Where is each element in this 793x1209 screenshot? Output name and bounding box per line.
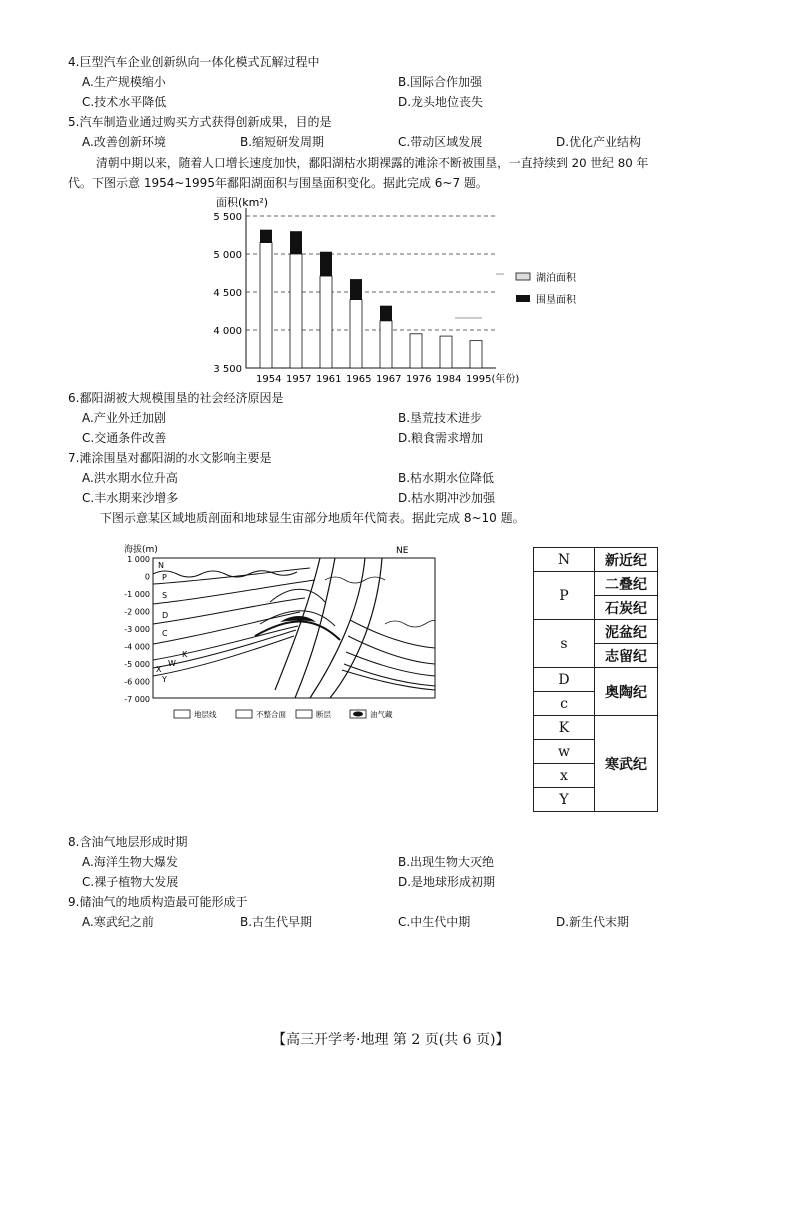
chart-gridlines <box>246 208 496 368</box>
chart-y-tick-label: 3 500 <box>213 364 242 375</box>
section-y-tick-label: -2 000 <box>124 607 150 617</box>
chart-bar-reclaimed-area <box>320 252 332 276</box>
q7-option-c: C.丰水期来沙增多 <box>82 491 179 505</box>
era-symbol-c: c <box>534 692 595 716</box>
chart-x-tick-label: 1976 <box>406 374 432 385</box>
era-symbol-y: Y <box>534 788 595 812</box>
section-y-tick-labels <box>124 555 150 704</box>
chart-y-tick-label: 4 000 <box>213 326 242 337</box>
era-name-cambrian: 寒武纪 <box>595 716 658 812</box>
page-footer: 【高三开学考·地理 第 2 页(共 6 页)】 <box>272 1032 510 1048</box>
layer-label-k: K <box>182 650 188 659</box>
era-name-permian: 二叠纪 <box>595 572 658 596</box>
era-name-neogene: 新近纪 <box>595 548 658 572</box>
question-9-stem: 9.储油气的地质构造最可能形成于 <box>68 895 248 909</box>
era-symbol-k: K <box>534 716 595 740</box>
q6-option-b: B.垦荒技术进步 <box>398 411 483 425</box>
q9-option-a: A.寒武纪之前 <box>82 915 154 929</box>
chart-y-tick-labels <box>213 212 242 375</box>
q7-option-a: A.洪水期水位升高 <box>82 471 178 485</box>
layer-label-s: S <box>162 591 168 600</box>
q5-option-b: B.缩短研发周期 <box>240 135 325 149</box>
section-y-tick-label: -4 000 <box>124 642 150 652</box>
q4-option-c: C.技术水平降低 <box>82 95 167 109</box>
q8-option-b: B.出现生物大灭绝 <box>398 855 495 869</box>
chart-x-tick-label: 1965 <box>346 374 372 385</box>
section-legend <box>174 709 393 719</box>
section-y-tick-label: 0 <box>144 572 150 582</box>
legend-swatch-lake <box>516 273 530 280</box>
era-symbol-s: s <box>534 620 595 668</box>
question-6-stem: 6.鄱阳湖被大规模围垦的社会经济原因是 <box>68 391 284 405</box>
era-symbol-w: w <box>534 740 595 764</box>
q4-option-b: B.国际合作加强 <box>398 75 483 89</box>
section-legend-unconformity: 不整合面 <box>256 710 286 719</box>
q9-option-c: C.中生代中期 <box>398 915 471 929</box>
layer-label-c: C <box>162 629 168 638</box>
chart-bar-lake-area <box>470 341 482 368</box>
era-symbol-d: D <box>534 668 595 692</box>
q9-option-b: B.古生代早期 <box>240 915 313 929</box>
intro-paragraph-2: 下图示意某区域地质剖面和地球显生宙部分地质年代简表。据此完成 8~10 题。 <box>100 511 525 525</box>
lake-area-bar-chart <box>200 192 793 392</box>
chart-x-tick-label: 1984 <box>436 374 462 385</box>
chart-y-axis-label: 面积(km²) <box>216 196 269 209</box>
section-y-tick-label: -5 000 <box>124 660 150 669</box>
section-legend-stratum: 地层线 <box>194 710 217 719</box>
layer-label-n: N <box>158 561 164 570</box>
section-y-tick-label: -1 000 <box>124 590 150 599</box>
q8-option-c: C.裸子植物大发展 <box>82 875 179 889</box>
chart-x-tick-label: 1961 <box>316 374 342 385</box>
q6-option-c: C.交通条件改善 <box>82 431 167 445</box>
section-y-tick-label: -7 000 <box>124 695 150 704</box>
chart-x-tick-label: 1957 <box>286 374 312 385</box>
chart-y-tick-label: 5 000 <box>213 250 242 261</box>
question-7-stem: 7.滩涂围垦对鄱阳湖的水文影响主要是 <box>68 451 272 465</box>
chart-bar-reclaimed-area <box>380 306 392 321</box>
layer-label-y: Y <box>162 675 167 684</box>
section-y-tick-label: -3 000 <box>124 625 150 634</box>
layer-label-p: P <box>162 573 167 582</box>
q8-option-a: A.海洋生物大爆发 <box>82 855 178 869</box>
chart-legend <box>455 271 577 318</box>
q4-option-d: D.龙头地位丧失 <box>398 95 484 109</box>
legend-label-lake: 湖泊面积 <box>536 273 576 284</box>
era-symbol-x: x <box>534 764 595 788</box>
section-legend-reservoir: 油气藏 <box>370 710 393 719</box>
legend-label-reclaimed: 围垦面积 <box>536 295 576 306</box>
chart-bar-lake-area <box>260 243 272 368</box>
section-y-tick-label: 1 000 <box>127 555 150 564</box>
chart-bar-lake-area <box>320 276 332 368</box>
layer-label-w: W <box>168 659 176 668</box>
q4-option-a: A.生产规模缩小 <box>82 75 166 89</box>
chart-bar-reclaimed-area <box>290 231 302 254</box>
q7-option-d: D.枯水期冲沙加强 <box>398 491 496 505</box>
section-legend-fault: 断层 <box>316 710 331 719</box>
question-8-stem: 8.含油气地层形成时期 <box>68 835 188 849</box>
chart-y-tick-label: 4 500 <box>213 288 242 299</box>
chart-bar-lake-area <box>440 336 452 368</box>
legend-swatch-reclaimed <box>516 295 530 302</box>
section-y-axis-label: 海拔(m) <box>124 545 158 555</box>
era-name-carboniferous: 石炭纪 <box>595 596 658 620</box>
q5-option-a: A.改善创新环境 <box>82 135 166 149</box>
question-4-stem: 4.巨型汽车企业创新纵向一体化模式瓦解过程中 <box>68 55 320 69</box>
layer-label-x: X <box>156 665 162 674</box>
section-direction-label: NE <box>396 546 409 556</box>
era-name-devonian: 泥盆纪 <box>595 620 658 644</box>
chart-bar-lake-area <box>410 334 422 368</box>
chart-bar-lake-area <box>290 254 302 368</box>
geological-cross-section <box>120 540 460 722</box>
layer-label-d: D <box>162 611 169 620</box>
chart-bar-lake-area <box>380 321 392 368</box>
chart-x-tick-label: 1967 <box>376 374 402 385</box>
q5-option-c: C.带动区域发展 <box>398 135 483 149</box>
chart-x-tick-labels <box>256 372 519 385</box>
geologic-era-table <box>533 547 658 812</box>
chart-x-tick-label: 1995(年份) <box>466 374 520 385</box>
q6-option-d: D.粮食需求增加 <box>398 431 484 445</box>
chart-y-tick-label: 5 500 <box>213 212 242 223</box>
chart-bar-reclaimed-area <box>260 230 272 243</box>
chart-bar-lake-area <box>350 300 362 368</box>
era-name-ordovician: 奥陶纪 <box>595 668 658 716</box>
chart-bars <box>260 230 482 368</box>
era-symbol-p: P <box>534 572 595 620</box>
q8-option-d: D.是地球形成初期 <box>398 875 496 889</box>
intro-paragraph-line-2: 代。下图示意 1954~1995年鄱阳湖面积与围垦面积变化。据此完成 6~7 题。 <box>68 176 488 190</box>
q9-option-d: D.新生代末期 <box>556 915 630 929</box>
era-name-silurian: 志留纪 <box>595 644 658 668</box>
q5-option-d: D.优化产业结构 <box>556 135 642 149</box>
chart-x-tick-label: 1954 <box>256 374 282 385</box>
q6-option-a: A.产业外迁加剧 <box>82 411 166 425</box>
chart-axes <box>246 208 496 368</box>
era-symbol-n: N <box>534 548 595 572</box>
question-5-stem: 5.汽车制造业通过购买方式获得创新成果，目的是 <box>68 115 332 129</box>
q7-option-b: B.枯水期水位降低 <box>398 471 495 485</box>
chart-bar-reclaimed-area <box>350 279 362 300</box>
section-y-tick-label: -6 000 <box>124 677 150 687</box>
intro-paragraph-line-1: 清朝中期以来，随着人口增长速度加快，鄱阳湖枯水期裸露的滩涂不断被围垦，一直持续到 20 世纪 80 年 <box>96 156 649 170</box>
